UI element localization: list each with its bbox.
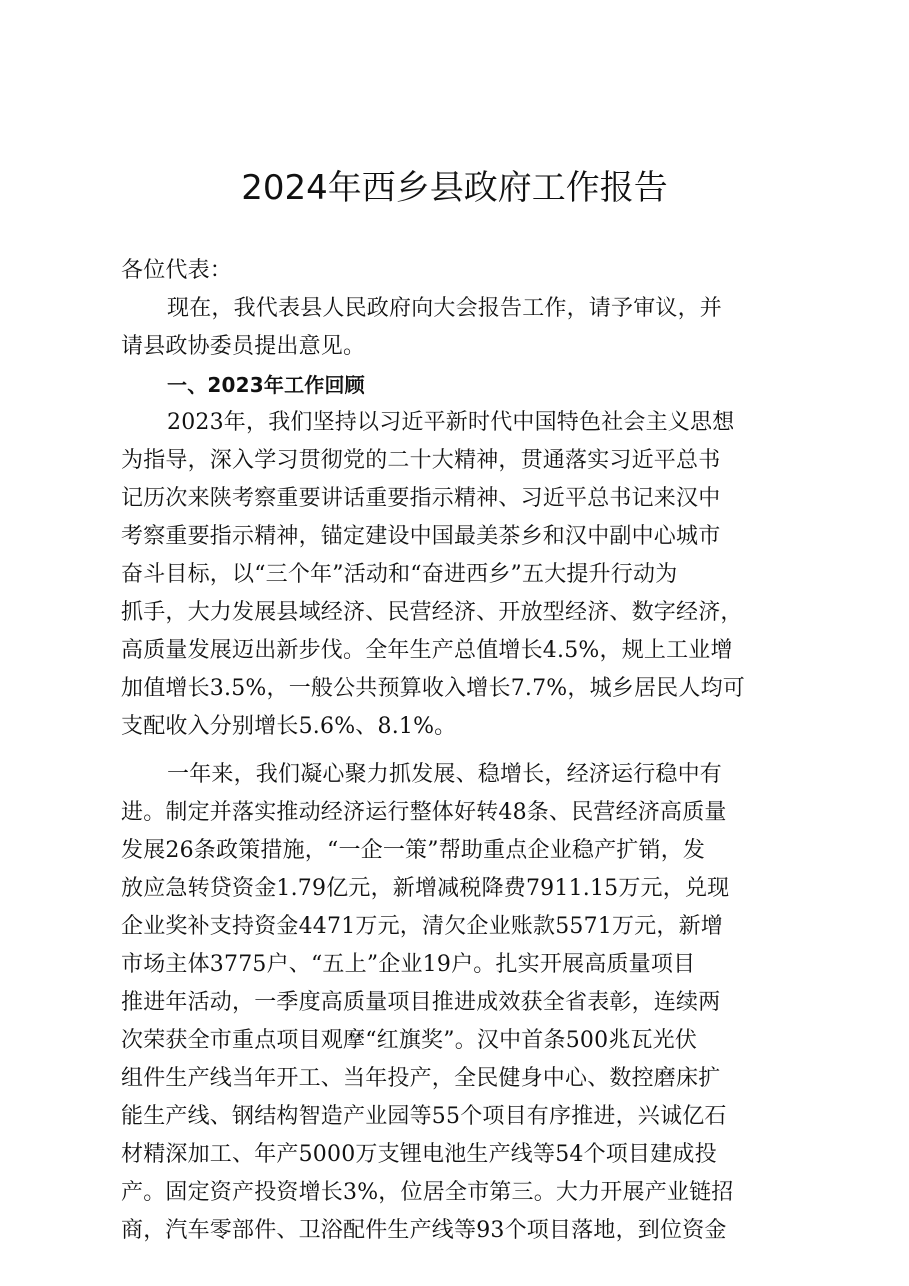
document-title: 2024年西乡县政府工作报告	[241, 168, 668, 208]
paragraph-line: 2023年，我们坚持以习近平新时代中国特色社会主义思想	[167, 410, 735, 435]
paragraph-line: 材精深加工、年产5000万支锂电池生产线等54个项目建成投	[121, 1142, 717, 1167]
salutation: 各位代表：	[121, 258, 233, 283]
paragraph-line: 商，汽车零部件、卫浴配件生产线等93个项目落地，到位资金	[121, 1218, 727, 1243]
paragraph-line: 为指导，深入学习贯彻党的二十大精神，贯通落实习近平总书	[121, 448, 721, 473]
section-heading: 一、2023年工作回顾	[167, 373, 365, 397]
paragraph-line: 支配收入分别增长5.6%、8.1%。	[121, 714, 457, 739]
paragraph-line: 产。固定资产投资增长3%，位居全市第三。大力开展产业链招	[121, 1180, 734, 1205]
paragraph-line: 次荣获全市重点项目观摩“红旗奖”。汉中首条500兆瓦光伏	[121, 1028, 698, 1053]
paragraph-line: 高质量发展迈出新步伐。全年生产总值增长4.5%，规上工业增	[121, 638, 733, 663]
intro-line: 现在，我代表县人民政府向大会报告工作，请予审议，并	[167, 296, 723, 321]
paragraph-line: 市场主体3775户、“五上”企业19户。扎实开展高质量项目	[121, 952, 696, 977]
paragraph-line: 能生产线、钢结构智造产业园等55个项目有序推进，兴诚亿石	[121, 1104, 727, 1129]
paragraph-gap	[121, 746, 799, 756]
paragraph-line: 记历次来陕考察重要讲话重要指示精神、习近平总书记来汉中	[121, 486, 721, 511]
paragraph-line: 考察重要指示精神，锚定建设中国最美茶乡和汉中副中心城市	[121, 524, 721, 549]
paragraph-line: 奋斗目标，以“三个年”活动和“奋进西乡”五大提升行动为	[121, 562, 678, 587]
paragraph-line: 推进年活动，一季度高质量项目推进成效获全省表彰，连续两	[121, 990, 721, 1015]
document-body	[121, 252, 799, 1250]
paragraph-line: 发展26条政策措施，“一企一策”帮助重点企业稳产扩销，发	[121, 838, 706, 863]
paragraph-line: 加值增长3.5%，一般公共预算收入增长7.7%，城乡居民人均可	[121, 676, 745, 701]
intro-line: 请县政协委员提出意见。	[121, 334, 366, 359]
paragraph-line: 抓手，大力发展县域经济、民营经济、开放型经济、数字经济，	[121, 600, 743, 625]
paragraph-line: 放应急转贷资金1.79亿元，新增减税降费7911.15万元，兑现	[121, 876, 730, 901]
paragraph-line: 企业奖补支持资金4471万元，清欠企业账款5571万元，新增	[121, 914, 723, 939]
paragraph-line: 组件生产线当年开工、当年投产，全民健身中心、数控磨床扩	[121, 1066, 721, 1091]
paragraph-line: 一年来，我们凝心聚力抓发展、稳增长，经济运行稳中有	[167, 762, 723, 787]
paragraph-line: 进。制定并落实推动经济运行整体好转48条、民营经济高质量	[121, 800, 727, 825]
